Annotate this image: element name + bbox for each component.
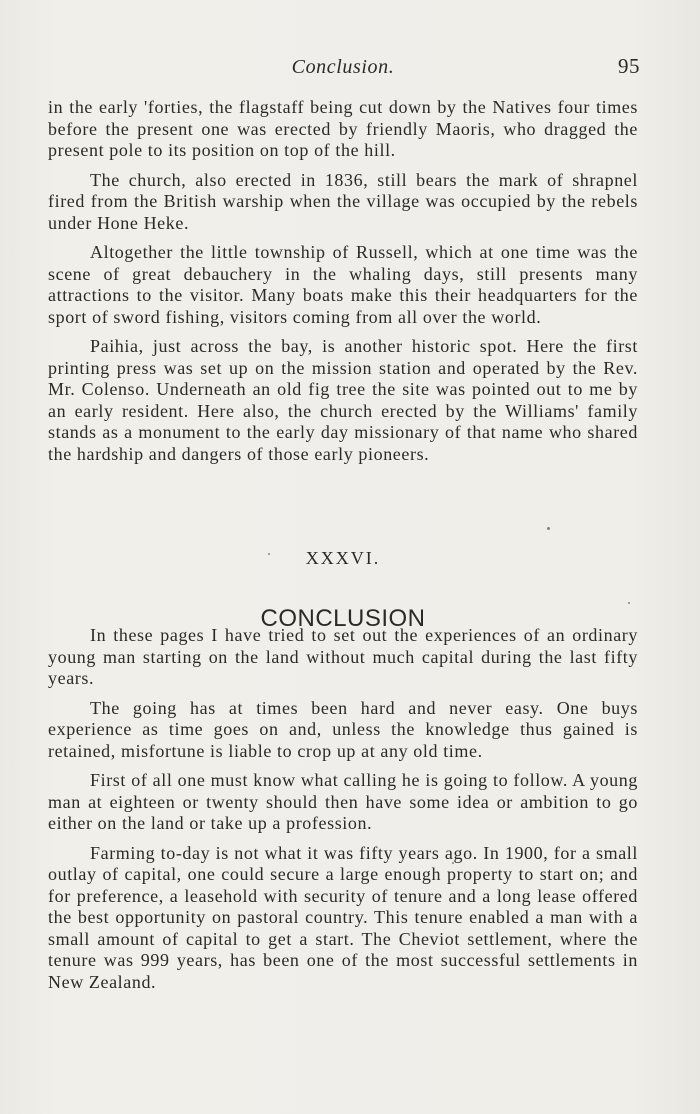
chapter-number: XXXVI. (305, 548, 381, 568)
paper-speck (628, 602, 630, 604)
paper-speck (268, 553, 270, 555)
paragraph-calling: First of all one must know what calling he is going to follow. A young man at eighteen or twenty should then have some idea or ambition to go either on the land or take up a profession. (48, 770, 638, 833)
paragraph-russell: Altogether the little township of Russell, which at one time was the scene of great debauchery in the whaling days, still presents many attractions to the visitor. Many boats make this their headquarters for the sport of sword fishing, visitors coming from all over the world. (48, 242, 638, 327)
paper-speck (452, 862, 454, 864)
chapter-title: CONCLUSION (260, 604, 426, 632)
paper-speck (547, 527, 550, 530)
running-head (48, 54, 638, 84)
paragraph-church: The church, also erected in 1836, still bears the mark of shrapnel fired from the British warship when the village was occupied by the rebels under Hone Heke. (48, 169, 638, 233)
page-number: 95 (618, 54, 640, 78)
text-block-before-chapter (48, 97, 638, 473)
paragraph-experiences: In these pages I have tried to set out the experiences of an ordinary young man starting on the land without much capital during the last fifty years. (48, 625, 638, 688)
paragraph-farming: Farming to-day is not what it was fifty years ago. In 1900, for a small outlay of capital, one could secure a large enough property to start on; and for preference, a leasehold with security of tenure and a long lease offered the best opportunity on pastoral country. This tenure enabled a man with a small amount of capital to get a start. The Cheviot settlement, where the tenure was 999 years, has been one of the most successful settlements in New Zealand. (48, 842, 638, 992)
paragraph-flagstaff: in the early 'forties, the flagstaff being cut down by the Natives four times before the present one was erected by friendly Maoris, who dragged the present pole to its position on top of the hill. (48, 97, 638, 160)
paragraph-going-hard: The going has at times been hard and never easy. One buys experience as time goes on and, unless the knowledge thus gained is retained, misfortune is liable to crop up at any old time. (48, 697, 638, 761)
text-block-after-chapter (48, 625, 638, 1001)
paragraph-paihia: Paihia, just across the bay, is another historic spot. Here the first printing press was set up on the mission station and operated by the Rev. Mr. Colenso. Underneath an old fig tree the site was pointed out to me by an early resident. Here also, the church erected by the Williams' family stands as a monument to the early day missionary of that name who shared the hardship and dangers of those early pioneers. (48, 336, 638, 464)
running-title: Conclusion. (291, 56, 395, 78)
